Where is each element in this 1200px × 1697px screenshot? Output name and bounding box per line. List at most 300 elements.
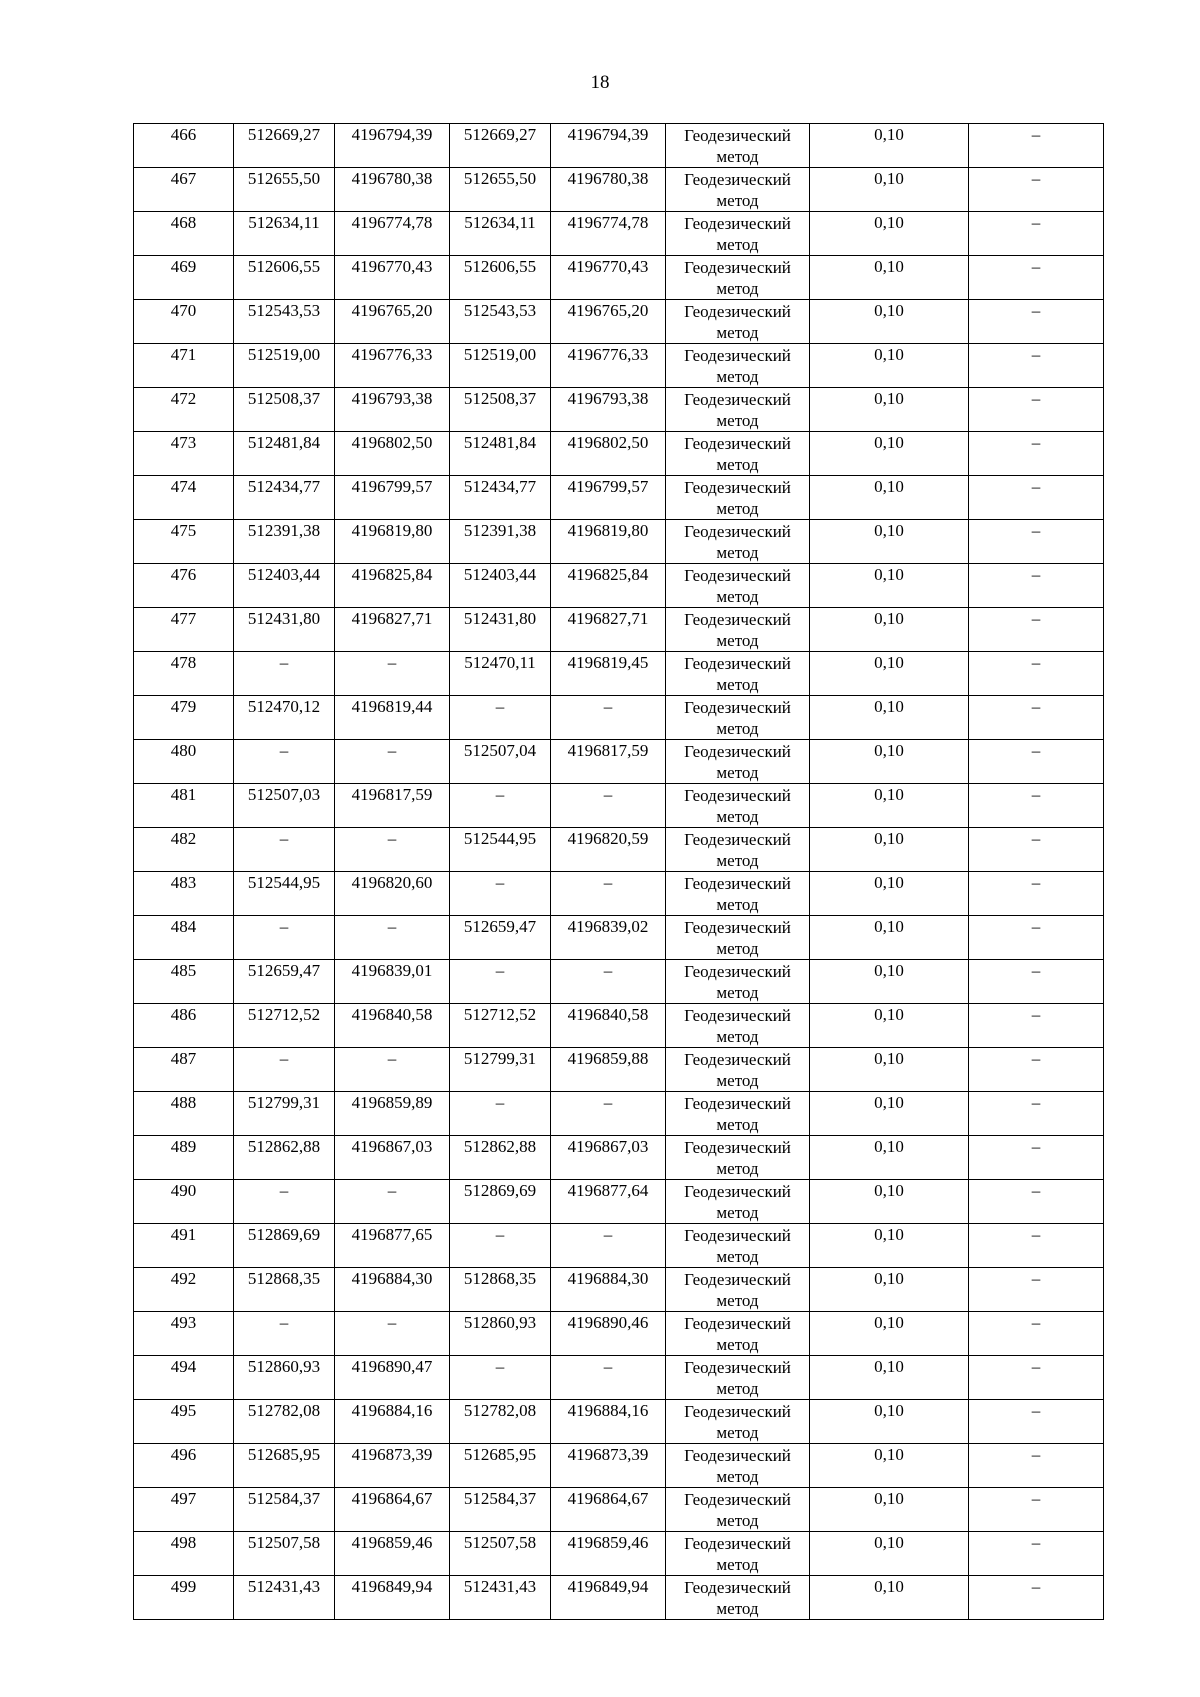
note-cell <box>969 520 1104 564</box>
table-row <box>134 344 1104 388</box>
existing-x-value: 512519,00 <box>247 345 321 364</box>
method-cell <box>666 344 810 388</box>
accuracy-cell <box>810 300 969 344</box>
new-x-value: – <box>495 873 505 892</box>
table-row <box>134 1136 1104 1180</box>
existing-x-cell <box>234 344 335 388</box>
accuracy-cell <box>810 652 969 696</box>
existing-x-cell <box>234 124 335 168</box>
existing-x-cell <box>234 740 335 784</box>
coordinates-table-body <box>134 124 1104 1620</box>
method-value: Геодезический метод <box>684 126 791 166</box>
new-y-cell <box>551 608 666 652</box>
new-y-value: 4196799,57 <box>567 477 649 496</box>
note-cell <box>969 476 1104 520</box>
new-y-cell <box>551 1004 666 1048</box>
new-x-value: – <box>495 697 505 716</box>
method-cell <box>666 256 810 300</box>
new-y-value: 4196839,02 <box>567 917 649 936</box>
new-x-cell <box>450 124 551 168</box>
existing-x-value: 512584,37 <box>247 1489 321 1508</box>
method-cell <box>666 740 810 784</box>
existing-x-cell <box>234 1356 335 1400</box>
method-cell <box>666 1312 810 1356</box>
point-number-cell <box>134 564 234 608</box>
method-value: Геодезический метод <box>684 742 791 782</box>
existing-y-cell <box>335 696 450 740</box>
method-value: Геодезический метод <box>684 918 791 958</box>
accuracy-cell <box>810 1136 969 1180</box>
note-cell <box>969 1532 1104 1576</box>
point-number-value: 479 <box>170 697 197 716</box>
existing-y-cell <box>335 1444 450 1488</box>
existing-x-value: – <box>279 741 289 760</box>
accuracy-value: 0,10 <box>874 917 904 936</box>
new-x-cell <box>450 212 551 256</box>
accuracy-cell <box>810 256 969 300</box>
point-number-cell <box>134 872 234 916</box>
method-cell <box>666 564 810 608</box>
note-cell <box>969 1092 1104 1136</box>
method-cell <box>666 1400 810 1444</box>
note-cell <box>969 784 1104 828</box>
method-value: Геодезический метод <box>684 1490 791 1530</box>
accuracy-value: 0,10 <box>874 477 904 496</box>
accuracy-cell <box>810 740 969 784</box>
new-y-value: 4196884,16 <box>567 1401 649 1420</box>
note-value: – <box>1031 917 1041 936</box>
existing-y-cell <box>335 872 450 916</box>
method-cell <box>666 872 810 916</box>
existing-y-cell <box>335 916 450 960</box>
note-value: – <box>1031 565 1041 584</box>
existing-y-cell <box>335 1576 450 1620</box>
existing-y-value: – <box>387 741 397 760</box>
accuracy-value: 0,10 <box>874 1269 904 1288</box>
existing-y-value: 4196819,44 <box>351 697 433 716</box>
new-x-cell <box>450 1400 551 1444</box>
new-y-cell <box>551 872 666 916</box>
existing-y-value: – <box>387 653 397 672</box>
accuracy-value: 0,10 <box>874 1093 904 1112</box>
existing-y-cell <box>335 1224 450 1268</box>
point-number-value: 490 <box>170 1181 197 1200</box>
point-number-cell <box>134 1312 234 1356</box>
existing-y-cell <box>335 300 450 344</box>
new-x-cell <box>450 300 551 344</box>
new-x-cell <box>450 388 551 432</box>
new-y-value: – <box>603 697 613 716</box>
table-row <box>134 1532 1104 1576</box>
method-value: Геодезический метод <box>684 874 791 914</box>
note-value: – <box>1031 961 1041 980</box>
existing-x-cell <box>234 1400 335 1444</box>
note-value: – <box>1031 829 1041 848</box>
existing-y-value: – <box>387 1181 397 1200</box>
existing-y-value: 4196820,60 <box>351 873 433 892</box>
note-value: – <box>1031 1445 1041 1464</box>
note-value: – <box>1031 1489 1041 1508</box>
point-number-value: 473 <box>170 433 197 452</box>
table-row <box>134 168 1104 212</box>
new-x-cell <box>450 696 551 740</box>
note-value: – <box>1031 521 1041 540</box>
new-x-cell <box>450 1356 551 1400</box>
existing-x-value: 512431,80 <box>247 609 321 628</box>
point-number-value: 497 <box>170 1489 197 1508</box>
new-y-value: – <box>603 1093 613 1112</box>
new-x-value: 512543,53 <box>463 301 537 320</box>
new-y-cell <box>551 1488 666 1532</box>
new-x-cell <box>450 1180 551 1224</box>
new-x-cell <box>450 520 551 564</box>
existing-y-value: 4196819,80 <box>351 521 433 540</box>
new-x-value: 512606,55 <box>463 257 537 276</box>
existing-x-cell <box>234 1532 335 1576</box>
table-row <box>134 564 1104 608</box>
new-y-cell <box>551 1400 666 1444</box>
method-value: Геодезический метод <box>684 1314 791 1354</box>
point-number-value: 469 <box>170 257 197 276</box>
note-cell <box>969 1576 1104 1620</box>
note-cell <box>969 1004 1104 1048</box>
existing-x-value: 512507,03 <box>247 785 321 804</box>
existing-x-cell <box>234 212 335 256</box>
method-cell <box>666 1224 810 1268</box>
accuracy-cell <box>810 432 969 476</box>
accuracy-value: 0,10 <box>874 1533 904 1552</box>
new-y-cell <box>551 1532 666 1576</box>
point-number-value: 486 <box>170 1005 197 1024</box>
accuracy-value: 0,10 <box>874 1313 904 1332</box>
note-cell <box>969 1268 1104 1312</box>
existing-y-cell <box>335 652 450 696</box>
existing-y-cell <box>335 1092 450 1136</box>
existing-y-value: 4196884,30 <box>351 1269 433 1288</box>
existing-y-cell <box>335 520 450 564</box>
new-y-value: 4196873,39 <box>567 1445 649 1464</box>
accuracy-cell <box>810 168 969 212</box>
new-y-value: 4196827,71 <box>567 609 649 628</box>
method-cell <box>666 212 810 256</box>
existing-y-cell <box>335 1400 450 1444</box>
existing-x-cell <box>234 1048 335 1092</box>
accuracy-value: 0,10 <box>874 1005 904 1024</box>
new-y-value: 4196802,50 <box>567 433 649 452</box>
method-cell <box>666 1180 810 1224</box>
table-row <box>134 784 1104 828</box>
method-cell <box>666 652 810 696</box>
new-x-cell <box>450 1312 551 1356</box>
note-value: – <box>1031 1225 1041 1244</box>
accuracy-cell <box>810 828 969 872</box>
new-x-cell <box>450 1444 551 1488</box>
point-number-value: 467 <box>170 169 197 188</box>
new-y-cell <box>551 1136 666 1180</box>
existing-y-cell <box>335 1048 450 1092</box>
existing-x-cell <box>234 300 335 344</box>
accuracy-value: 0,10 <box>874 1181 904 1200</box>
new-x-cell <box>450 1004 551 1048</box>
point-number-value: 468 <box>170 213 197 232</box>
new-x-value: 512431,80 <box>463 609 537 628</box>
new-y-value: – <box>603 785 613 804</box>
point-number-cell <box>134 344 234 388</box>
new-y-cell <box>551 388 666 432</box>
method-cell <box>666 476 810 520</box>
new-x-cell <box>450 828 551 872</box>
new-x-value: 512869,69 <box>463 1181 537 1200</box>
new-x-value: 512860,93 <box>463 1313 537 1332</box>
existing-x-cell <box>234 1444 335 1488</box>
table-row <box>134 212 1104 256</box>
new-x-value: 512508,37 <box>463 389 537 408</box>
new-y-value: 4196817,59 <box>567 741 649 760</box>
existing-x-value: 512543,53 <box>247 301 321 320</box>
table-row <box>134 916 1104 960</box>
note-cell <box>969 916 1104 960</box>
method-value: Геодезический метод <box>684 1050 791 1090</box>
accuracy-cell <box>810 124 969 168</box>
existing-y-cell <box>335 256 450 300</box>
accuracy-cell <box>810 1180 969 1224</box>
new-x-cell <box>450 564 551 608</box>
point-number-cell <box>134 1092 234 1136</box>
new-x-cell <box>450 256 551 300</box>
new-y-cell <box>551 784 666 828</box>
new-y-cell <box>551 1576 666 1620</box>
note-cell <box>969 1224 1104 1268</box>
existing-y-value: 4196877,65 <box>351 1225 433 1244</box>
existing-y-value: 4196794,39 <box>351 125 433 144</box>
point-number-cell <box>134 300 234 344</box>
accuracy-cell <box>810 960 969 1004</box>
accuracy-cell <box>810 696 969 740</box>
new-y-value: 4196770,43 <box>567 257 649 276</box>
method-value: Геодезический метод <box>684 434 791 474</box>
existing-x-value: 512606,55 <box>247 257 321 276</box>
new-y-value: 4196864,67 <box>567 1489 649 1508</box>
existing-y-value: 4196817,59 <box>351 785 433 804</box>
existing-y-cell <box>335 1532 450 1576</box>
table-row <box>134 1048 1104 1092</box>
accuracy-cell <box>810 1092 969 1136</box>
method-value: Геодезический метод <box>684 1226 791 1266</box>
table-row <box>134 872 1104 916</box>
accuracy-value: 0,10 <box>874 1401 904 1420</box>
table-row <box>134 388 1104 432</box>
existing-x-cell <box>234 828 335 872</box>
new-y-value: 4196825,84 <box>567 565 649 584</box>
new-x-cell <box>450 432 551 476</box>
new-y-cell <box>551 740 666 784</box>
note-cell <box>969 696 1104 740</box>
new-x-cell <box>450 344 551 388</box>
method-cell <box>666 1004 810 1048</box>
existing-y-cell <box>335 828 450 872</box>
new-y-cell <box>551 168 666 212</box>
new-x-cell <box>450 1224 551 1268</box>
existing-y-value: 4196827,71 <box>351 609 433 628</box>
accuracy-value: 0,10 <box>874 741 904 760</box>
point-number-value: 474 <box>170 477 197 496</box>
point-number-cell <box>134 916 234 960</box>
existing-y-value: 4196793,38 <box>351 389 433 408</box>
accuracy-value: 0,10 <box>874 565 904 584</box>
table-row <box>134 1312 1104 1356</box>
existing-x-cell <box>234 1488 335 1532</box>
method-cell <box>666 1532 810 1576</box>
accuracy-cell <box>810 608 969 652</box>
existing-x-value: 512712,52 <box>247 1005 321 1024</box>
new-y-value: 4196776,33 <box>567 345 649 364</box>
coordinates-table <box>133 123 1104 1620</box>
note-cell <box>969 608 1104 652</box>
point-number-cell <box>134 168 234 212</box>
new-y-cell <box>551 1312 666 1356</box>
table-row <box>134 960 1104 1004</box>
new-y-value: – <box>603 873 613 892</box>
accuracy-value: 0,10 <box>874 1049 904 1068</box>
note-value: – <box>1031 1093 1041 1112</box>
method-value: Геодезический метод <box>684 1182 791 1222</box>
note-value: – <box>1031 213 1041 232</box>
accuracy-cell <box>810 872 969 916</box>
table-row <box>134 828 1104 872</box>
existing-x-cell <box>234 652 335 696</box>
existing-x-cell <box>234 960 335 1004</box>
method-value: Геодезический метод <box>684 1138 791 1178</box>
accuracy-cell <box>810 1532 969 1576</box>
existing-y-cell <box>335 1488 450 1532</box>
new-x-cell <box>450 740 551 784</box>
method-cell <box>666 828 810 872</box>
existing-x-cell <box>234 1268 335 1312</box>
accuracy-value: 0,10 <box>874 961 904 980</box>
point-number-cell <box>134 1180 234 1224</box>
existing-x-value: 512470,12 <box>247 697 321 716</box>
table-row <box>134 696 1104 740</box>
existing-x-cell <box>234 432 335 476</box>
existing-y-value: 4196864,67 <box>351 1489 433 1508</box>
point-number-cell <box>134 1488 234 1532</box>
existing-y-cell <box>335 432 450 476</box>
note-cell <box>969 872 1104 916</box>
point-number-cell <box>134 608 234 652</box>
method-value: Геодезический метод <box>684 654 791 694</box>
new-x-cell <box>450 476 551 520</box>
existing-x-cell <box>234 1004 335 1048</box>
table-row <box>134 1268 1104 1312</box>
new-x-cell <box>450 168 551 212</box>
existing-x-value: – <box>279 917 289 936</box>
new-y-cell <box>551 1180 666 1224</box>
method-cell <box>666 916 810 960</box>
new-y-cell <box>551 344 666 388</box>
new-x-value: – <box>495 1225 505 1244</box>
accuracy-cell <box>810 344 969 388</box>
note-value: – <box>1031 1357 1041 1376</box>
existing-x-cell <box>234 1224 335 1268</box>
existing-y-cell <box>335 1268 450 1312</box>
method-cell <box>666 1576 810 1620</box>
existing-x-cell <box>234 1180 335 1224</box>
method-cell <box>666 1356 810 1400</box>
new-x-value: 512868,35 <box>463 1269 537 1288</box>
point-number-value: 495 <box>170 1401 197 1420</box>
new-y-cell <box>551 916 666 960</box>
existing-y-value: 4196765,20 <box>351 301 433 320</box>
accuracy-value: 0,10 <box>874 873 904 892</box>
method-value: Геодезический метод <box>684 1578 791 1618</box>
method-cell <box>666 124 810 168</box>
point-number-cell <box>134 828 234 872</box>
point-number-cell <box>134 212 234 256</box>
new-y-cell <box>551 124 666 168</box>
point-number-cell <box>134 1444 234 1488</box>
new-x-cell <box>450 1532 551 1576</box>
note-cell <box>969 1356 1104 1400</box>
point-number-cell <box>134 256 234 300</box>
existing-y-cell <box>335 740 450 784</box>
existing-y-cell <box>335 344 450 388</box>
table-row <box>134 1356 1104 1400</box>
new-y-value: 4196774,78 <box>567 213 649 232</box>
method-value: Геодезический метод <box>684 1534 791 1574</box>
note-value: – <box>1031 1049 1041 1068</box>
existing-x-value: 512655,50 <box>247 169 321 188</box>
new-x-value: 512507,04 <box>463 741 537 760</box>
table-row <box>134 520 1104 564</box>
accuracy-value: 0,10 <box>874 609 904 628</box>
existing-y-value: 4196849,94 <box>351 1577 433 1596</box>
note-value: – <box>1031 697 1041 716</box>
point-number-value: 496 <box>170 1445 197 1464</box>
method-value: Геодезический метод <box>684 610 791 650</box>
new-y-cell <box>551 1092 666 1136</box>
table-row <box>134 740 1104 784</box>
existing-x-value: 512669,27 <box>247 125 321 144</box>
accuracy-value: 0,10 <box>874 433 904 452</box>
new-x-value: 512862,88 <box>463 1137 537 1156</box>
point-number-value: 476 <box>170 565 197 584</box>
existing-x-cell <box>234 1092 335 1136</box>
point-number-cell <box>134 520 234 564</box>
method-value: Геодезический метод <box>684 1094 791 1134</box>
existing-y-value: 4196770,43 <box>351 257 433 276</box>
note-value: – <box>1031 1533 1041 1552</box>
existing-x-value: 512868,35 <box>247 1269 321 1288</box>
accuracy-cell <box>810 916 969 960</box>
new-y-value: 4196765,20 <box>567 301 649 320</box>
point-number-cell <box>134 784 234 828</box>
existing-x-value: – <box>279 653 289 672</box>
new-x-value: – <box>495 1357 505 1376</box>
new-y-value: 4196877,64 <box>567 1181 649 1200</box>
point-number-cell <box>134 124 234 168</box>
accuracy-value: 0,10 <box>874 169 904 188</box>
note-cell <box>969 828 1104 872</box>
existing-x-value: 512685,95 <box>247 1445 321 1464</box>
point-number-value: 498 <box>170 1533 197 1552</box>
existing-x-value: 512481,84 <box>247 433 321 452</box>
existing-y-cell <box>335 1136 450 1180</box>
existing-x-value: – <box>279 1181 289 1200</box>
existing-x-cell <box>234 872 335 916</box>
note-value: – <box>1031 433 1041 452</box>
new-y-cell <box>551 696 666 740</box>
existing-y-cell <box>335 168 450 212</box>
